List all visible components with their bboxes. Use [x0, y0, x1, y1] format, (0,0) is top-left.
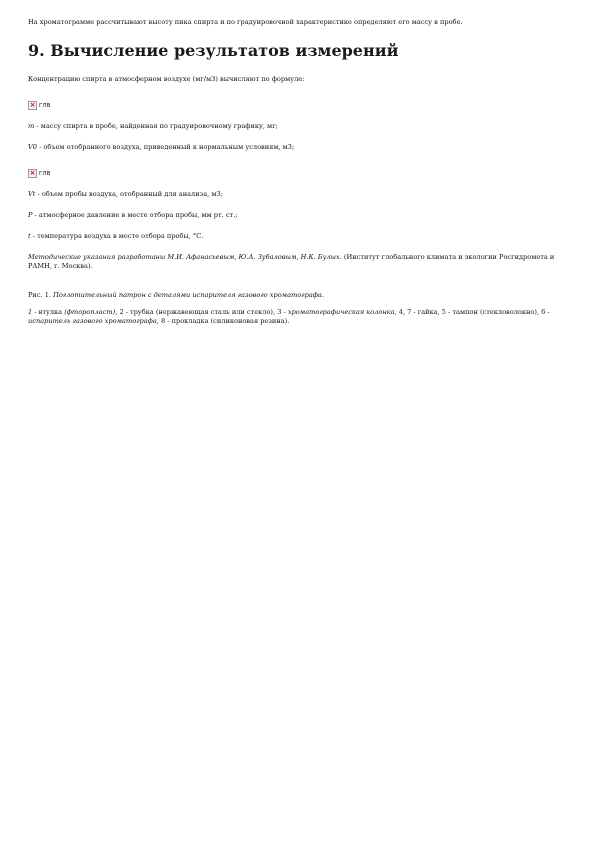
symbol-t: t — [28, 232, 31, 240]
definition-v0 — [28, 143, 568, 152]
legend-part: , 4, 7 - гайка, 5 - тампон (стекловолокно), 6 - — [394, 308, 550, 316]
figure-legend — [28, 308, 568, 326]
credits-paragraph — [28, 253, 568, 271]
definition-p-text: - атмосферное давление в месте отбора пробы, мм рт. ст.; — [32, 211, 238, 219]
legend-part: , 8 - прокладка (силиконовая резина). — [156, 317, 290, 325]
credits-authors: Методические указания разработаны М.И. Афанасьевым, Ю.А. Зубаловым, Н.К. Булых. — [28, 253, 342, 261]
formula-2-label: ГЛВ — [39, 171, 51, 177]
legend-part: хроматографическая колонка — [287, 308, 395, 316]
formula-intro: Концентрацию спирта в атмосферном воздухе (мг/м3) вычисляют по формуле: — [28, 75, 305, 83]
symbol-p: P — [28, 211, 33, 219]
definition-vt-text: - объем пробы воздуха, отобранный для анализа, м3; — [35, 190, 223, 198]
formula-2 — [28, 164, 568, 178]
legend-part: (фторопласт) — [64, 308, 116, 316]
definition-vt — [28, 190, 568, 199]
figure-caption-title: Поглотительный патрон с деталями испарителя газового хроматографа. — [53, 291, 324, 299]
document-page — [28, 18, 568, 338]
legend-part: , 2 - трубка (нержавеющая сталь или стекло), 3 - — [115, 308, 288, 316]
legend-part: 1 — [28, 308, 33, 316]
definition-t — [28, 232, 568, 241]
figure-caption-prefix: Рис. 1. — [28, 291, 54, 299]
symbol-vt: Vt — [28, 190, 36, 198]
legend-part: испаритель газового хроматографа — [28, 317, 157, 325]
definition-t-text: - температура воздуха в месте отбора пробы, °С. — [30, 232, 204, 240]
definition-p — [28, 211, 568, 220]
symbol-m: m — [28, 122, 35, 130]
formula-1 — [28, 96, 568, 110]
legend-part: - втулка — [32, 308, 65, 316]
definition-m — [28, 122, 568, 131]
credits-institute: (Институт глобального климата и экологии Росгидромета и РАМН, г. Москва). — [28, 253, 555, 270]
symbol-v0: V0 — [28, 143, 37, 151]
broken-image-icon: × — [29, 169, 36, 177]
figure-caption — [28, 291, 568, 300]
section-title: 9. Вычисление результатов измерений — [28, 41, 399, 60]
definition-v0-text: - объем отобранного воздуха, приведенный к нормальным условиям, м3; — [36, 143, 295, 151]
formula-1-label: ГЛВ — [39, 103, 51, 109]
broken-image-icon: × — [29, 101, 36, 109]
definition-m-text: - массу спирта в пробе, найденная по градуировочному графику, мг; — [34, 122, 278, 130]
intro-paragraph: На хроматограмме рассчитывают высоту пика спирта и по градуировочной характеристике определяют его массу в пробе. — [28, 18, 463, 26]
